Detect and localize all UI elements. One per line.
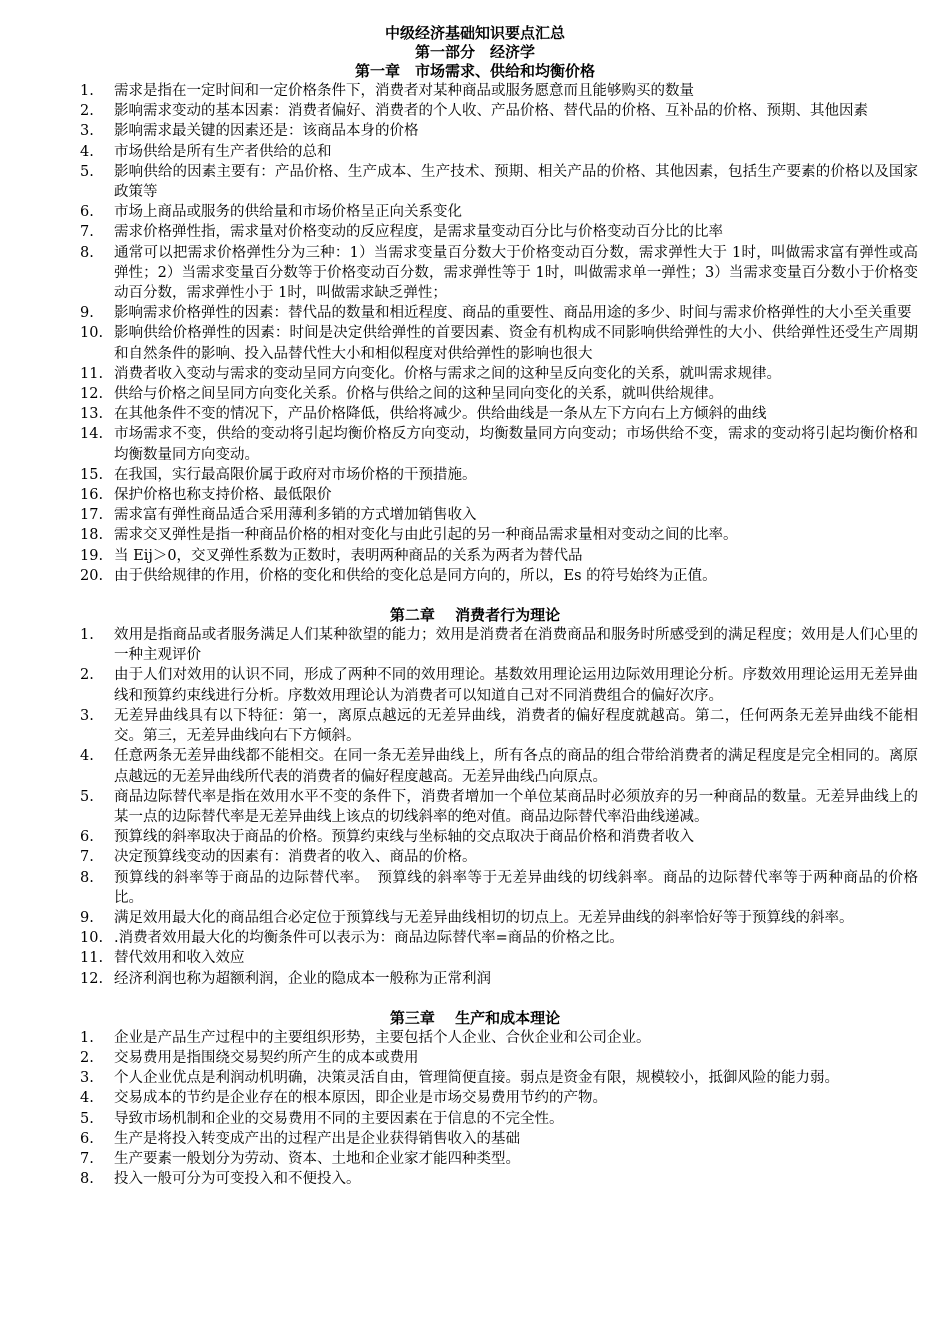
chapter-title: 第一章 市场需求、供给和均衡价格 [354, 62, 595, 80]
list-item [0, 1068, 950, 1088]
item-number: 1. [80, 83, 94, 99]
item-number: 8. [80, 244, 94, 261]
list-item [0, 827, 950, 847]
list-item [0, 121, 950, 141]
item-text: 影响需求最关键的因素还是：该商品本身的价格 [114, 123, 419, 140]
item-text: 市场上商品或服务的供给量和市场价格呈正向关系变化 [114, 204, 462, 221]
list-item [0, 303, 950, 323]
list-item [0, 1169, 950, 1189]
item-text: 市场需求不变，供给的变动将引起均衡价格反方向变动，均衡数量同方向变动；市场供给不变，需求的变动将引起均衡价格和均衡数量同方向变动。 [114, 426, 918, 463]
list-item [0, 1028, 950, 1048]
item-number: 5. [80, 788, 94, 805]
item-number: 13. [80, 406, 104, 423]
item-number: 4. [80, 748, 94, 765]
item-text: 保护价格也称支持价格、最低限价 [114, 487, 332, 504]
item-text: 影响供给的因素主要有：产品价格、生产成本、生产技术、预期、相关产品的价格、其他因素，包括生产要素的价格以及国家政策等 [114, 163, 918, 201]
list-item [0, 908, 950, 928]
item-number: 16. [80, 487, 104, 504]
item-number: 3. [80, 1070, 94, 1087]
list-item [0, 1088, 950, 1108]
chapter-2-list [0, 625, 950, 989]
item-text: 个人企业优点是利润动机明确，决策灵活自由，管理简便直接。弱点是资金有限，规模较小，抵御风险的能力弱。 [114, 1070, 839, 1087]
item-text: 供给与价格之间呈同方向变化关系。价格与供给之间的这种呈同向变化的关系，就叫供给规律。 [114, 386, 723, 403]
list-item [0, 424, 950, 464]
item-text: 当 Eij＞0，交叉弹性系数为正数时，表明两种商品的关系为两者为替代品 [114, 547, 583, 564]
item-text: 消费者收入变动与需求的变动呈同方向变化。价格与需求之间的这种呈反向变化的关系，就叫需求规律。 [114, 365, 781, 382]
item-text: 需求交叉弹性是指一种商品价格的相对变化与由此引起的另一种商品需求量相对变动之间的比率。 [114, 527, 738, 544]
item-number: 11. [80, 950, 104, 967]
list-item [0, 847, 950, 867]
item-text: 预算线的斜率取决于商品的价格。预算约束线与坐标轴的交点取决于商品价格和消费者收入 [114, 829, 694, 846]
item-text: 需求是指在一定时间和一定价格条件下，消费者对某种商品或服务愿意而且能够购买的数量 [114, 83, 694, 99]
list-item [0, 969, 950, 989]
item-text: 由于人们对效用的认识不同，形成了两种不同的效用理论。基数效用理论运用边际效用理论分析。序数效用理论运用无差异曲线和预算约束线进行分析。序数效用理论认为消费者可以知道自己对不同消费组合的偏好次序。 [114, 667, 918, 704]
part-title: 第一部分 经济学 [414, 43, 535, 61]
item-text: .消费者效用最大化的均衡条件可以表示为：商品边际替代率=商品的价格之比。 [114, 930, 624, 947]
list-item [0, 222, 950, 242]
list-item [0, 1048, 950, 1068]
item-text: 影响需求变动的基本因素：消费者偏好、消费者的个人收、产品价格、替代品的价格、互补品的价格、预期、其他因素 [114, 103, 868, 120]
list-item [0, 505, 950, 525]
list-item [0, 787, 950, 827]
item-text: 通常可以把需求价格弹性分为三种：1）当需求变量百分数大于价格变动百分数，需求弹性大于 1时，叫做需求富有弹性或高弹性；2）当需求变量百分数等于价格变动百分数，需求弹性等于 1时，叫做需求单一弹性；3）当需求变量百分数小于价格变动百分数，需求弹性小于 1时，叫做需求缺乏弹性； [114, 244, 918, 302]
item-text: 商品边际替代率是指在效用水平不变的条件下，消费者增加一个单位某商品时必须放弃的另一种商品的数量。无差异曲线上的某一点的边际替代率是无差异曲线上该点的切线斜率的绝对值。商品边际替代率沿曲线递减。 [114, 788, 918, 825]
list-item [0, 746, 950, 786]
item-number: 10. [80, 930, 104, 947]
item-number: 8. [80, 869, 94, 886]
list-item [0, 625, 950, 665]
item-text: 替代效用和收入效应 [114, 950, 245, 967]
item-number: 3. [80, 707, 94, 724]
chapter-1 [0, 62, 950, 586]
item-text: 任意两条无差异曲线都不能相交。在同一条无差异曲线上，所有各点的商品的组合带给消费者的满足程度是完全相同的。离原点越远的无差异曲线所代表的消费者的偏好程度越高。无差异曲线凸向原点。 [114, 748, 918, 785]
list-item [0, 101, 950, 121]
chapter-3-list [0, 1028, 950, 1190]
item-number: 19. [80, 547, 104, 564]
item-number: 6. [80, 829, 94, 846]
list-item [0, 485, 950, 505]
document-title: 中级经济基础知识要点汇总 [384, 24, 565, 42]
document-page [0, 24, 950, 1189]
item-number: 15. [80, 466, 104, 483]
item-number: 5. [80, 163, 94, 180]
item-number: 9. [80, 909, 94, 926]
list-item [0, 465, 950, 485]
item-number: 14. [80, 426, 104, 443]
chapter-3 [0, 1009, 950, 1190]
list-item [0, 1109, 950, 1129]
item-number: 4. [80, 143, 94, 160]
chapter-title: 第二章 消费者行为理论 [389, 606, 561, 625]
item-text: 企业是产品生产过程中的主要组织形势，主要包括个人企业、合伙企业和公司企业。 [114, 1029, 651, 1046]
list-item [0, 546, 950, 566]
list-item [0, 948, 950, 968]
item-text: 生产要素一般划分为劳动、资本、土地和企业家才能四种类型。 [114, 1150, 520, 1167]
item-text: 导致市场机制和企业的交易费用不同的主要因素在于信息的不完全性。 [114, 1110, 564, 1127]
item-number: 1. [80, 1029, 94, 1046]
list-item [0, 202, 950, 222]
item-number: 7. [80, 1150, 94, 1167]
item-number: 3. [80, 123, 94, 140]
list-item [0, 142, 950, 162]
list-item [0, 323, 950, 363]
chapter-title: 第三章 生产和成本理论 [389, 1008, 561, 1027]
item-text: 影响需求价格弹性的因素：替代品的数量和相近程度、商品的重要性、商品用途的多少、时间与需求价格弹性的大小至关重要 [114, 305, 912, 322]
item-text: 生产是将投入转变成产出的过程产出是企业获得销售收入的基础 [114, 1130, 520, 1147]
list-item [0, 665, 950, 705]
item-text: 交易费用是指围绕交易契约所产生的成本或费用 [114, 1049, 419, 1066]
item-text: 投入一般可分为可变投入和不便投入。 [114, 1171, 361, 1188]
item-number: 9. [80, 305, 94, 322]
list-item [0, 384, 950, 404]
item-number: 7. [80, 224, 94, 241]
list-item [0, 1149, 950, 1169]
list-item [0, 404, 950, 424]
item-number: 2. [80, 103, 94, 120]
list-item [0, 928, 950, 948]
item-text: 经济利润也称为超额利润，企业的隐成本一般称为正常利润 [114, 970, 491, 987]
item-number: 11. [80, 365, 104, 382]
item-text: 交易成本的节约是企业存在的根本原因，即企业是市场交易费用节约的产物。 [114, 1090, 607, 1107]
chapter-1-list [0, 81, 950, 586]
item-text: 需求富有弹性商品适合采用薄利多销的方式增加销售收入 [114, 507, 477, 524]
item-number: 18. [80, 527, 104, 544]
item-number: 12. [80, 386, 104, 403]
item-text: 在我国，实行最高限价属于政府对市场价格的干预措施。 [114, 466, 477, 483]
list-item [0, 81, 950, 101]
item-number: 17. [80, 507, 104, 524]
list-item [0, 364, 950, 384]
item-text: 效用是指商品或者服务满足人们某种欲望的能力；效用是消费者在消费商品和服务时所感受到的满足程度；效用是人们心里的一种主观评价 [114, 627, 918, 664]
list-item [0, 566, 950, 586]
item-text: 无差异曲线具有以下特征：第一，离原点越远的无差异曲线，消费者的偏好程度就越高。第二，任何两条无差异曲线不能相交。第三，无差异曲线向右下方倾斜。 [114, 707, 918, 745]
list-item [0, 243, 950, 304]
chapter-2 [0, 606, 950, 989]
item-text: 在其他条件不变的情况下，产品价格降低，供给将减少。供给曲线是一条从左下方向右上方倾斜的曲线 [114, 406, 767, 423]
item-number: 20. [80, 567, 104, 584]
list-item [0, 525, 950, 545]
item-number: 2. [80, 667, 94, 684]
item-number: 2. [80, 1049, 94, 1066]
item-number: 1. [80, 627, 94, 644]
item-text: 决定预算线变动的因素有：消费者的收入、商品的价格。 [114, 849, 477, 866]
item-number: 5. [80, 1110, 94, 1127]
item-number: 10. [80, 325, 104, 342]
item-text: 影响供给价格弹性的因素：时间是决定供给弹性的首要因素、资金有机构成不同影响供给弹性的大小、供给弹性还受生产周期和自然条件的影响、投入品替代性大小和相似程度对供给弹性的影响也很大 [114, 325, 918, 362]
item-text: 满足效用最大化的商品组合必定位于预算线与无差异曲线相切的切点上。无差异曲线的斜率恰好等于预算线的斜率。 [114, 909, 854, 926]
item-number: 12. [80, 970, 104, 987]
list-item [0, 162, 950, 202]
item-number: 8. [80, 1171, 94, 1188]
item-text: 需求价格弹性指，需求量对价格变动的反应程度，是需求量变动百分比与价格变动百分比的比率 [114, 224, 723, 241]
item-number: 6. [80, 204, 94, 221]
list-item [0, 1129, 950, 1149]
item-number: 6. [80, 1130, 94, 1147]
item-number: 4. [80, 1090, 94, 1107]
item-text: 预算线的斜率等于商品的边际替代率。 预算线的斜率等于无差异曲线的切线斜率。商品的边际替代率等于两种商品的价格比。 [114, 869, 918, 906]
list-item [0, 706, 950, 746]
item-number: 7. [80, 849, 94, 866]
item-text: 由于供给规律的作用，价格的变化和供给的变化总是同方向的，所以，Es 的符号始终为正值。 [114, 567, 717, 584]
list-item [0, 868, 950, 908]
item-text: 市场供给是所有生产者供给的总和 [114, 143, 332, 160]
